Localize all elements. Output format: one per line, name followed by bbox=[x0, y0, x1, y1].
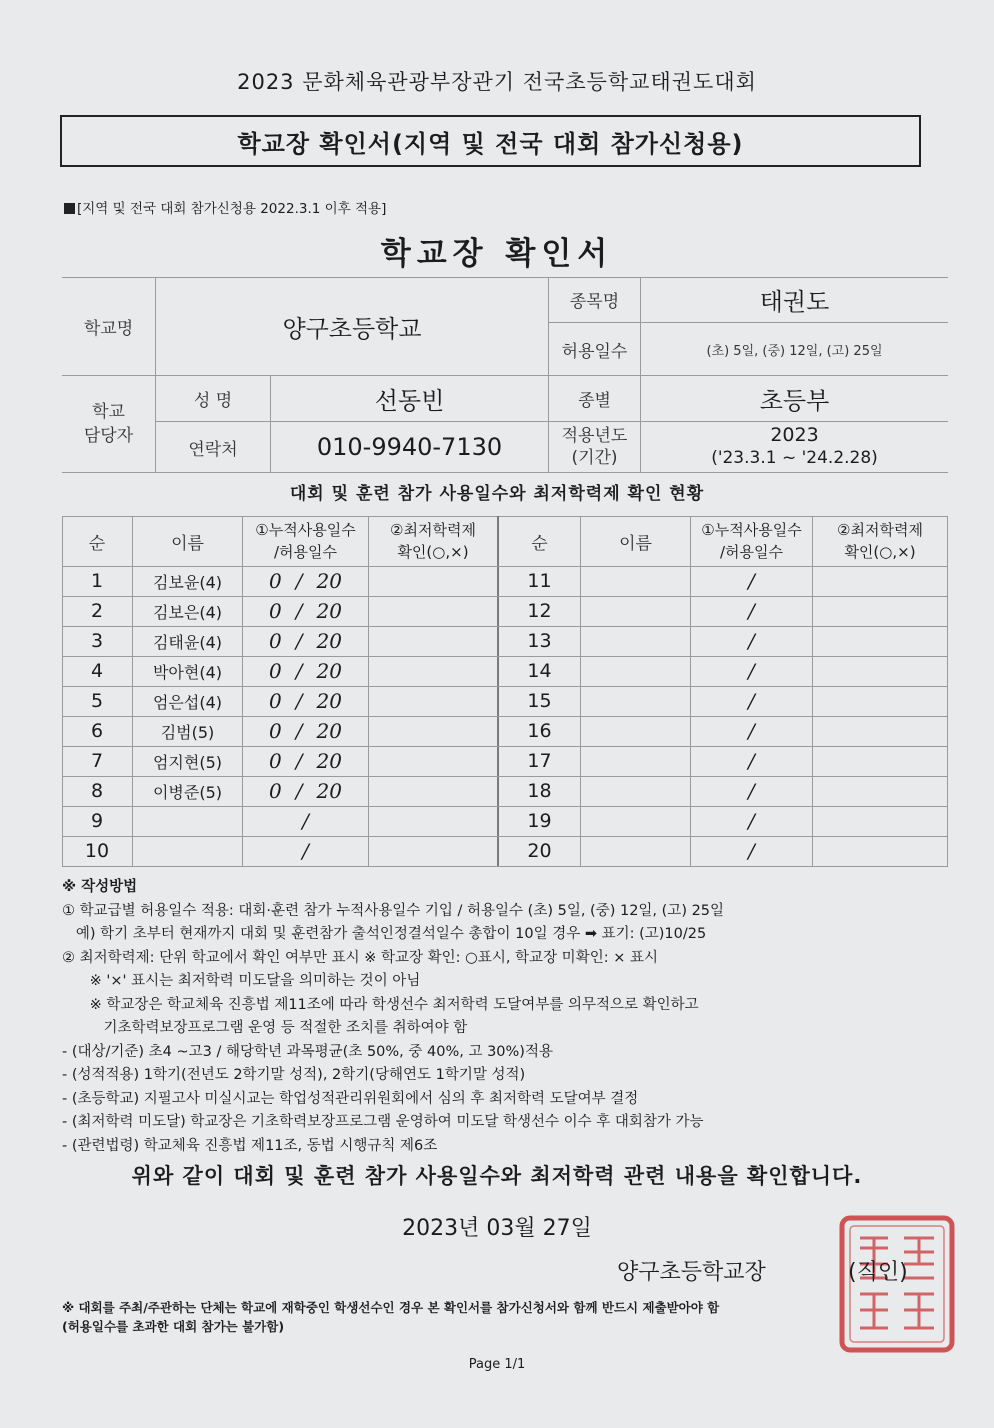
days-used: 0 bbox=[269, 779, 282, 803]
row-number: 19 bbox=[527, 810, 552, 832]
col-header-days: ①누적사용일수 /허용일수 bbox=[255, 521, 356, 561]
days-used-over-allowed: / bbox=[748, 839, 755, 863]
min-academic-check bbox=[369, 806, 497, 836]
student-name: 김범(5) bbox=[160, 722, 215, 742]
student-name: 엄지현(5) bbox=[152, 752, 223, 772]
min-academic-check bbox=[813, 716, 947, 746]
student-name bbox=[581, 746, 690, 776]
min-academic-check bbox=[813, 566, 947, 596]
days-used-over-allowed: / bbox=[748, 689, 755, 713]
year-value: 2023 ('23.3.1 ~ '24.2.28) bbox=[711, 424, 878, 468]
student-name bbox=[133, 806, 242, 836]
days-used-over-allowed bbox=[243, 836, 368, 866]
days-used-over-allowed: / bbox=[748, 659, 755, 683]
instruction-line: - (성적적용) 1학기(전년도 2학기말 성적), 2학기(당해연도 1학기말 성적) bbox=[62, 1067, 526, 1083]
division-value: 초등부 bbox=[759, 387, 830, 415]
student-name bbox=[581, 596, 690, 626]
col-header-check: ②최저학력제 확인(○,×) bbox=[837, 521, 923, 561]
slash: / bbox=[295, 719, 303, 743]
writing-instructions bbox=[62, 876, 952, 1158]
col-header-no: 순 bbox=[531, 533, 548, 554]
days-allowed: 20 bbox=[316, 629, 342, 653]
days-allowed: 20 bbox=[316, 689, 342, 713]
manager-name-label: 성 명 bbox=[193, 391, 233, 411]
sport-label: 종목명 bbox=[569, 292, 620, 312]
instruction-line: ※ 학교장은 학교체육 진흥법 제11조에 따라 학생선수 최저학력 도달여부를 의무적으로 확인하고 bbox=[62, 996, 699, 1013]
event-title: 2023 문화체육관광부장관기 전국초등학교태권도대회 bbox=[237, 70, 757, 94]
min-academic-check bbox=[369, 716, 497, 746]
status-section-title: 대회 및 훈련 참가 사용일수와 최저학력제 확인 현황 bbox=[289, 484, 705, 504]
days-used-over-allowed bbox=[243, 716, 368, 746]
confirmation-statement: 위와 같이 대회 및 훈련 참가 사용일수와 최저학력 관련 내용을 확인합니다. bbox=[131, 1164, 863, 1188]
days-used: 0 bbox=[269, 689, 282, 713]
student-name bbox=[581, 686, 690, 716]
student-name bbox=[581, 806, 690, 836]
row-number: 17 bbox=[527, 750, 552, 772]
days-used: 0 bbox=[269, 629, 282, 653]
student-name: 김보은(4) bbox=[152, 602, 223, 622]
box-title: 학교장 확인서(지역 및 전국 대회 참가신청용) bbox=[60, 115, 921, 167]
col-header-name: 이름 bbox=[171, 533, 204, 554]
days-used-over-allowed: / bbox=[748, 599, 755, 623]
footnote: ※ 대회를 주최/주관하는 단체는 학교에 재학중인 학생선수인 경우 본 확인서를 참가신청서와 함께 반드시 제출받아야 함 (허용일수를 초과한 대회 참가는 불가함) bbox=[62, 1300, 720, 1334]
days-used: 0 bbox=[269, 749, 282, 773]
row-number: 20 bbox=[527, 840, 552, 862]
col-header-days: ①누적사용일수 /허용일수 bbox=[701, 521, 802, 561]
school-name-value: 양구초등학교 bbox=[282, 314, 422, 343]
allowed-days-value: (초) 5일, (중) 12일, (고) 25일 bbox=[706, 343, 883, 359]
days-used: 0 bbox=[269, 569, 282, 593]
instruction-line: - (대상/기준) 초4 ~고3 / 해당학년 과목평균(초 50%, 중 40%, 고 30%)적용 bbox=[62, 1043, 553, 1060]
days-used-over-allowed bbox=[243, 656, 368, 686]
slash: / bbox=[295, 659, 303, 683]
page-number: Page 1/1 bbox=[468, 1357, 526, 1372]
min-academic-check bbox=[813, 656, 947, 686]
col-header-no: 순 bbox=[88, 533, 106, 554]
row-number: 7 bbox=[90, 750, 104, 772]
days-allowed: 20 bbox=[316, 749, 342, 773]
instruction-line: ※ '×' 표시는 최저학력 미도달을 의미하는 것이 아님 bbox=[62, 973, 421, 989]
days-used-over-allowed: / bbox=[748, 779, 755, 803]
slash: / bbox=[302, 809, 309, 833]
days-allowed: 20 bbox=[316, 599, 342, 623]
student-name: 박아현(4) bbox=[152, 662, 223, 682]
slash: / bbox=[302, 839, 309, 863]
school-name-label: 학교명 bbox=[83, 318, 134, 339]
row-number: 16 bbox=[527, 720, 552, 742]
days-used-over-allowed: / bbox=[748, 719, 755, 743]
instruction-line: - (관련법령) 학교체육 진흥법 제11조, 동법 시행규칙 제6조 bbox=[62, 1137, 438, 1154]
min-academic-check bbox=[813, 776, 947, 806]
min-academic-check bbox=[813, 806, 947, 836]
student-name bbox=[581, 626, 690, 656]
student-name bbox=[133, 836, 242, 866]
days-allowed: 20 bbox=[316, 659, 342, 683]
min-academic-check bbox=[369, 836, 497, 866]
days-used-over-allowed bbox=[243, 596, 368, 626]
row-number: 1 bbox=[90, 570, 104, 592]
instruction-line: ② 최저학력제: 단위 학교에서 확인 여부만 표시 ※ 학교장 확인: ○표시, 학교장 미확인: × 표시 bbox=[62, 949, 658, 966]
min-academic-check bbox=[813, 746, 947, 776]
days-allowed: 20 bbox=[316, 779, 342, 803]
days-used-over-allowed bbox=[243, 626, 368, 656]
days-used-over-allowed: / bbox=[748, 629, 755, 653]
division-label: 종별 bbox=[578, 391, 611, 411]
student-name bbox=[581, 776, 690, 806]
min-academic-check bbox=[813, 626, 947, 656]
student-name: 엄은섭(4) bbox=[152, 692, 223, 712]
slash: / bbox=[295, 689, 303, 713]
student-name: 이병준(5) bbox=[152, 782, 223, 802]
row-number: 8 bbox=[90, 780, 104, 802]
allowed-days-label: 허용일수 bbox=[561, 341, 628, 362]
row-number: 18 bbox=[527, 780, 552, 802]
min-academic-check bbox=[369, 626, 497, 656]
contact-label: 연락처 bbox=[188, 439, 238, 460]
days-used-over-allowed: / bbox=[748, 569, 755, 593]
student-name bbox=[581, 566, 690, 596]
manager-label: 학교 담당자 bbox=[83, 402, 134, 446]
days-used-over-allowed bbox=[243, 746, 368, 776]
days-used: 0 bbox=[269, 659, 282, 683]
student-name: 김보윤(4) bbox=[152, 572, 223, 592]
slash: / bbox=[295, 749, 303, 773]
row-number: 10 bbox=[84, 840, 110, 862]
row-number: 3 bbox=[90, 630, 104, 652]
issue-date: 2023년 03월 27일 bbox=[402, 1216, 592, 1241]
days-used-over-allowed bbox=[243, 686, 368, 716]
sub-note: [지역 및 전국 대회 참가신청용 2022.3.1 이후 적용] bbox=[64, 197, 386, 217]
instructions-heading: ※ 작성방법 bbox=[62, 879, 138, 895]
days-used-over-allowed: / bbox=[748, 809, 755, 833]
days-used-over-allowed bbox=[243, 776, 368, 806]
student-name bbox=[581, 836, 690, 866]
col-header-name: 이름 bbox=[619, 533, 652, 554]
row-number: 15 bbox=[527, 690, 552, 712]
days-used-over-allowed: / bbox=[748, 749, 755, 773]
row-number: 4 bbox=[90, 660, 104, 682]
row-number: 2 bbox=[90, 600, 104, 622]
row-number: 13 bbox=[527, 630, 552, 652]
row-number: 12 bbox=[527, 600, 552, 622]
slash: / bbox=[295, 629, 303, 653]
min-academic-check bbox=[369, 686, 497, 716]
days-used-over-allowed bbox=[243, 566, 368, 596]
row-number: 9 bbox=[90, 810, 104, 832]
min-academic-check bbox=[813, 836, 947, 866]
row-number: 11 bbox=[527, 570, 552, 592]
min-academic-check bbox=[369, 656, 497, 686]
row-number: 5 bbox=[90, 690, 104, 712]
min-academic-check bbox=[813, 686, 947, 716]
min-academic-check bbox=[813, 596, 947, 626]
manager-name-value: 선동빈 bbox=[374, 387, 445, 415]
slash: / bbox=[295, 569, 303, 593]
instruction-line: 기초학력보장프로그램 운영 등 적절한 조치를 취하여야 함 bbox=[62, 1020, 468, 1036]
min-academic-check bbox=[369, 776, 497, 806]
row-number: 14 bbox=[527, 660, 552, 682]
days-allowed: 20 bbox=[316, 719, 342, 743]
student-name: 김태윤(4) bbox=[152, 632, 223, 652]
square-bullet-icon bbox=[64, 203, 75, 214]
principal-title: 양구초등학교장 bbox=[617, 1260, 766, 1285]
days-used-over-allowed bbox=[243, 806, 368, 836]
instruction-line: - (최저학력 미도달) 학교장은 기초학력보장프로그램 운영하여 미도달 학생선수 이수 후 대회참가 가능 bbox=[62, 1114, 704, 1130]
min-academic-check bbox=[369, 566, 497, 596]
sport-value: 태권도 bbox=[759, 288, 830, 316]
student-name bbox=[581, 716, 690, 746]
document-heading: 학교장 확인서 bbox=[380, 236, 614, 272]
phone-value: 010-9940-7130 bbox=[316, 433, 503, 461]
instruction-line: 예) 학기 초부터 현재까지 대회 및 훈련참가 출석인정결석일수 총합이 10일 경우 ➡ 표기: (고)10/25 bbox=[62, 926, 707, 942]
col-header-check: ②최저학력제 확인(○,×) bbox=[390, 521, 476, 561]
row-number: 6 bbox=[90, 720, 104, 742]
instruction-line: - (초등학교) 지필고사 미실시교는 학업성적관리위원회에서 심의 후 최저학력 도달여부 결정 bbox=[62, 1090, 639, 1107]
year-label: 적용년도 (기간) bbox=[561, 426, 628, 468]
seal-mark: (직인) bbox=[848, 1260, 908, 1285]
days-used: 0 bbox=[269, 599, 282, 623]
instruction-line: ① 학교급별 허용일수 적용: 대회·훈련 참가 누적사용일수 기입 / 허용일수 (초) 5일, (중) 12일, (고) 25일 bbox=[62, 902, 725, 919]
student-name bbox=[581, 656, 690, 686]
min-academic-check bbox=[369, 596, 497, 626]
days-allowed: 20 bbox=[316, 569, 342, 593]
slash: / bbox=[295, 779, 303, 803]
days-used: 0 bbox=[269, 719, 282, 743]
slash: / bbox=[295, 599, 303, 623]
min-academic-check bbox=[369, 746, 497, 776]
